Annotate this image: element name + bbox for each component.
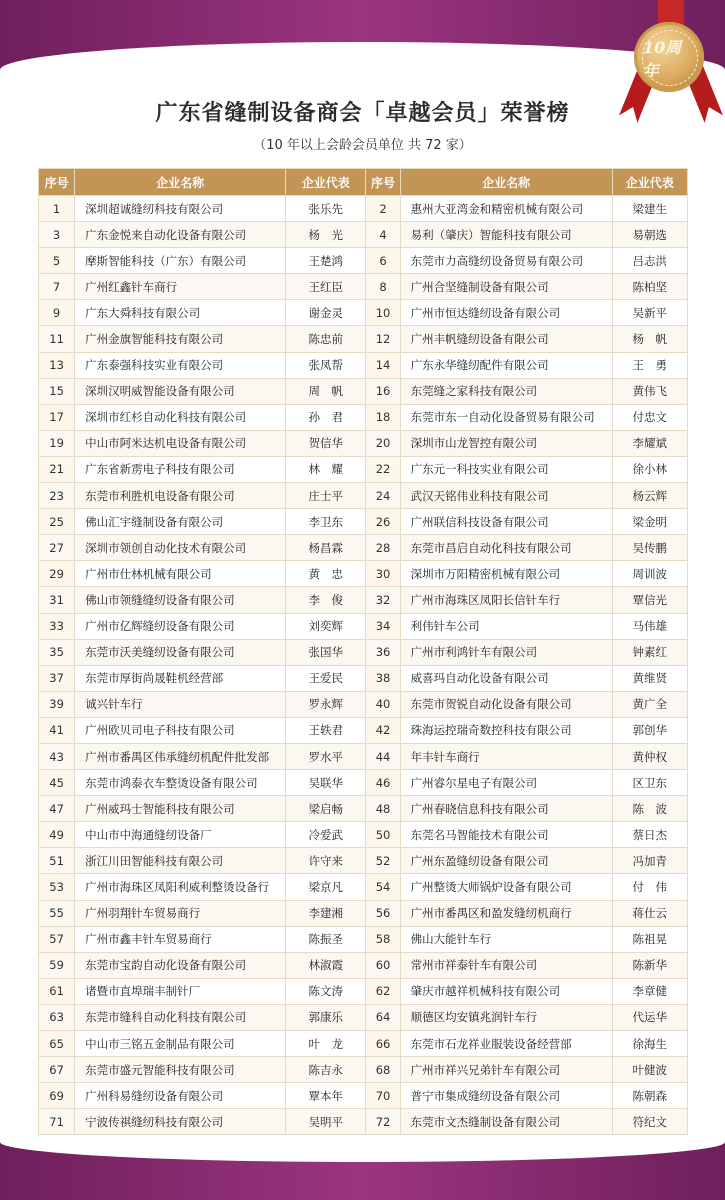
row-number: 63 xyxy=(39,1004,75,1030)
company-name: 中山市中海通缝纫设备厂 xyxy=(75,822,286,848)
representative: 陈新华 xyxy=(612,952,687,978)
representative: 马伟雄 xyxy=(612,613,687,639)
table-row xyxy=(39,952,688,978)
representative: 张乐先 xyxy=(286,196,366,222)
page-title: 广东省缝制设备商会「卓越会员」荣誉榜 xyxy=(155,101,570,126)
row-number: 56 xyxy=(366,900,400,926)
company-name: 常州市祥泰针车有限公司 xyxy=(400,952,612,978)
table-row xyxy=(39,743,688,769)
company-name: 广州欧贝司电子科技有限公司 xyxy=(75,717,286,743)
representative: 黄仲权 xyxy=(612,743,687,769)
row-number: 50 xyxy=(366,822,400,848)
row-number: 10 xyxy=(366,300,400,326)
row-number: 12 xyxy=(366,326,400,352)
representative: 王爱民 xyxy=(286,665,366,691)
representative: 陈朝森 xyxy=(612,1083,687,1109)
table-row xyxy=(39,770,688,796)
header-number-right: 序号 xyxy=(366,169,400,196)
representative: 钟素红 xyxy=(612,639,687,665)
row-number: 53 xyxy=(39,874,75,900)
representative: 周训波 xyxy=(612,561,687,587)
representative: 区卫东 xyxy=(612,770,687,796)
representative: 杨 光 xyxy=(286,222,366,248)
row-number: 27 xyxy=(39,535,75,561)
representative: 吴新平 xyxy=(612,300,687,326)
company-name: 东莞名马智能技术有限公司 xyxy=(400,822,612,848)
row-number: 1 xyxy=(39,196,75,222)
representative: 郭康乐 xyxy=(286,1004,366,1030)
table-row xyxy=(39,561,688,587)
representative: 陈 波 xyxy=(612,796,687,822)
representative: 郭创华 xyxy=(612,717,687,743)
company-name: 广州羽翔针车贸易商行 xyxy=(75,900,286,926)
representative: 杨云辉 xyxy=(612,483,687,509)
company-name: 广州市恒达缝纫设备有限公司 xyxy=(400,300,612,326)
table-row xyxy=(39,456,688,482)
company-name: 年丰针车商行 xyxy=(400,743,612,769)
row-number: 67 xyxy=(39,1057,75,1083)
header-number-left: 序号 xyxy=(39,169,75,196)
company-name: 宁波传祺缝纫科技有限公司 xyxy=(75,1109,286,1135)
company-name: 东莞市昌启自动化科技有限公司 xyxy=(400,535,612,561)
row-number: 5 xyxy=(39,248,75,274)
company-name: 东莞市宝韵自动化设备有限公司 xyxy=(75,952,286,978)
representative: 徐海生 xyxy=(612,1031,687,1057)
representative: 王 勇 xyxy=(612,352,687,378)
row-number: 57 xyxy=(39,926,75,952)
company-name: 广州市海珠区凤阳利威利整烫设备行 xyxy=(75,874,286,900)
company-name: 深圳汉明威智能设备有限公司 xyxy=(75,378,286,404)
row-number: 62 xyxy=(366,978,400,1004)
representative: 张凤帮 xyxy=(286,352,366,378)
row-number: 48 xyxy=(366,796,400,822)
representative: 徐小林 xyxy=(612,456,687,482)
row-number: 13 xyxy=(39,352,75,378)
representative: 黄维贤 xyxy=(612,665,687,691)
row-number: 39 xyxy=(39,691,75,717)
representative: 陈忠前 xyxy=(286,326,366,352)
representative: 梁金明 xyxy=(612,509,687,535)
row-number: 51 xyxy=(39,848,75,874)
company-name: 摩斯智能科技（广东）有限公司 xyxy=(75,248,286,274)
representative: 张国华 xyxy=(286,639,366,665)
representative: 谢金灵 xyxy=(286,300,366,326)
row-number: 26 xyxy=(366,509,400,535)
representative: 陈祖晃 xyxy=(612,926,687,952)
representative: 符纪文 xyxy=(612,1109,687,1135)
company-name: 广州市鑫丰针车贸易商行 xyxy=(75,926,286,952)
company-name: 广州红鑫针车商行 xyxy=(75,274,286,300)
row-number: 68 xyxy=(366,1057,400,1083)
row-number: 8 xyxy=(366,274,400,300)
company-name: 东莞市沃美缝纫设备有限公司 xyxy=(75,639,286,665)
company-name: 广州联信科技设备有限公司 xyxy=(400,509,612,535)
company-name: 惠州大亚湾金和精密机械有限公司 xyxy=(400,196,612,222)
company-name: 佛山大能针车行 xyxy=(400,926,612,952)
header-company-right: 企业名称 xyxy=(400,169,612,196)
representative: 梁启畅 xyxy=(286,796,366,822)
representative: 梁京凡 xyxy=(286,874,366,900)
company-name: 广州睿尔星电子有限公司 xyxy=(400,770,612,796)
table-row xyxy=(39,535,688,561)
table-row xyxy=(39,326,688,352)
company-name: 东莞市石龙祥业服装设备经营部 xyxy=(400,1031,612,1057)
row-number: 20 xyxy=(366,430,400,456)
company-name: 东莞缝之家科技有限公司 xyxy=(400,378,612,404)
table-row xyxy=(39,613,688,639)
row-number: 69 xyxy=(39,1083,75,1109)
row-number: 46 xyxy=(366,770,400,796)
representative: 李章健 xyxy=(612,978,687,1004)
representative: 易朝选 xyxy=(612,222,687,248)
row-number: 49 xyxy=(39,822,75,848)
representative: 王轶君 xyxy=(286,717,366,743)
company-name: 广东永华缝纫配件有限公司 xyxy=(400,352,612,378)
table-row xyxy=(39,978,688,1004)
table-row xyxy=(39,509,688,535)
header-representative-left: 企业代表 xyxy=(286,169,366,196)
table-row xyxy=(39,874,688,900)
company-name: 佛山汇宇缝制设备有限公司 xyxy=(75,509,286,535)
representative: 陈文涛 xyxy=(286,978,366,1004)
table-row xyxy=(39,430,688,456)
row-number: 32 xyxy=(366,587,400,613)
company-name: 深圳市万阳精密机械有限公司 xyxy=(400,561,612,587)
representative: 李卫东 xyxy=(286,509,366,535)
row-number: 4 xyxy=(366,222,400,248)
representative: 王楚鸿 xyxy=(286,248,366,274)
company-name: 利伟针车公司 xyxy=(400,613,612,639)
representative: 吴明平 xyxy=(286,1109,366,1135)
member-table xyxy=(38,168,688,1135)
representative: 蔡日杰 xyxy=(612,822,687,848)
table-row xyxy=(39,483,688,509)
row-number: 18 xyxy=(366,404,400,430)
table-row xyxy=(39,1109,688,1135)
company-name: 广州春晓信息科技有限公司 xyxy=(400,796,612,822)
representative: 黄广全 xyxy=(612,691,687,717)
company-name: 广州威玛士智能科技有限公司 xyxy=(75,796,286,822)
row-number: 19 xyxy=(39,430,75,456)
row-number: 15 xyxy=(39,378,75,404)
company-name: 广州整烫大师锅炉设备有限公司 xyxy=(400,874,612,900)
company-name: 广东泰强科技实业有限公司 xyxy=(75,352,286,378)
representative: 冯加青 xyxy=(612,848,687,874)
company-name: 东莞市盛元智能科技有限公司 xyxy=(75,1057,286,1083)
table-row xyxy=(39,796,688,822)
row-number: 72 xyxy=(366,1109,400,1135)
company-name: 广州市利鸿针车有限公司 xyxy=(400,639,612,665)
company-name: 深圳市山龙智控有限公司 xyxy=(400,430,612,456)
row-number: 30 xyxy=(366,561,400,587)
representative: 梁建生 xyxy=(612,196,687,222)
table-row xyxy=(39,404,688,430)
row-number: 52 xyxy=(366,848,400,874)
company-name: 广州市仕林机械有限公司 xyxy=(75,561,286,587)
company-name: 广州市亿辉缝纫设备有限公司 xyxy=(75,613,286,639)
table-row xyxy=(39,665,688,691)
company-name: 广州合坚缝制设备有限公司 xyxy=(400,274,612,300)
company-name: 东莞市缝科自动化科技有限公司 xyxy=(75,1004,286,1030)
company-name: 东莞市利胜机电设备有限公司 xyxy=(75,483,286,509)
row-number: 3 xyxy=(39,222,75,248)
table-row xyxy=(39,222,688,248)
representative: 贺信华 xyxy=(286,430,366,456)
representative: 陈柏坚 xyxy=(612,274,687,300)
company-name: 广州金旗智能科技有限公司 xyxy=(75,326,286,352)
table-row xyxy=(39,196,688,222)
representative: 林淑霞 xyxy=(286,952,366,978)
row-number: 7 xyxy=(39,274,75,300)
row-number: 36 xyxy=(366,639,400,665)
row-number: 31 xyxy=(39,587,75,613)
row-number: 44 xyxy=(366,743,400,769)
row-number: 35 xyxy=(39,639,75,665)
representative: 代运华 xyxy=(612,1004,687,1030)
row-number: 14 xyxy=(366,352,400,378)
company-name: 普宁市集成缝纫设备有限公司 xyxy=(400,1083,612,1109)
row-number: 70 xyxy=(366,1083,400,1109)
representative: 叶 龙 xyxy=(286,1031,366,1057)
company-name: 东莞市力高缝纫设备贸易有限公司 xyxy=(400,248,612,274)
row-number: 38 xyxy=(366,665,400,691)
table-row xyxy=(39,300,688,326)
table-row xyxy=(39,248,688,274)
representative: 杨 帆 xyxy=(612,326,687,352)
company-name: 深圳市领创自动化技术有限公司 xyxy=(75,535,286,561)
row-number: 37 xyxy=(39,665,75,691)
header-company-left: 企业名称 xyxy=(75,169,286,196)
representative: 罗水平 xyxy=(286,743,366,769)
row-number: 16 xyxy=(366,378,400,404)
representative: 杨昌霖 xyxy=(286,535,366,561)
row-number: 24 xyxy=(366,483,400,509)
company-name: 广东金悦来自动化设备有限公司 xyxy=(75,222,286,248)
representative: 叶健波 xyxy=(612,1057,687,1083)
representative: 李 俊 xyxy=(286,587,366,613)
table-row xyxy=(39,1031,688,1057)
table-row xyxy=(39,900,688,926)
company-name: 广州市番禺区和盈发缝纫机商行 xyxy=(400,900,612,926)
company-name: 肇庆市越祥机械科技有限公司 xyxy=(400,978,612,1004)
company-name: 珠海运控瑞奇数控科技有限公司 xyxy=(400,717,612,743)
table-row xyxy=(39,352,688,378)
representative: 吴联华 xyxy=(286,770,366,796)
representative: 刘奕辉 xyxy=(286,613,366,639)
company-name: 顺德区均安镇兆润针车行 xyxy=(400,1004,612,1030)
company-name: 易利（肇庆）智能科技有限公司 xyxy=(400,222,612,248)
header-representative-right: 企业代表 xyxy=(612,169,687,196)
company-name: 广州丰帆缝纫设备有限公司 xyxy=(400,326,612,352)
representative: 李建湘 xyxy=(286,900,366,926)
row-number: 6 xyxy=(366,248,400,274)
row-number: 34 xyxy=(366,613,400,639)
row-number: 59 xyxy=(39,952,75,978)
company-name: 浙江川田智能科技有限公司 xyxy=(75,848,286,874)
representative: 吕志洪 xyxy=(612,248,687,274)
row-number: 54 xyxy=(366,874,400,900)
representative: 黄伟飞 xyxy=(612,378,687,404)
representative: 罗永辉 xyxy=(286,691,366,717)
medal-text: 10周年 xyxy=(642,30,698,86)
row-number: 33 xyxy=(39,613,75,639)
page-subtitle: （10 年以上会龄会员单位 共 72 家） xyxy=(253,138,472,153)
table-row xyxy=(39,691,688,717)
table-row xyxy=(39,1057,688,1083)
company-name: 广东元一科技实业有限公司 xyxy=(400,456,612,482)
row-number: 9 xyxy=(39,300,75,326)
representative: 吴传鹏 xyxy=(612,535,687,561)
row-number: 23 xyxy=(39,483,75,509)
representative: 覃本年 xyxy=(286,1083,366,1109)
company-name: 广州东盈缝纫设备有限公司 xyxy=(400,848,612,874)
table-row xyxy=(39,848,688,874)
representative: 王红臣 xyxy=(286,274,366,300)
row-number: 21 xyxy=(39,456,75,482)
row-number: 28 xyxy=(366,535,400,561)
company-name: 广州市海珠区凤阳长信针车行 xyxy=(400,587,612,613)
row-number: 64 xyxy=(366,1004,400,1030)
row-number: 43 xyxy=(39,743,75,769)
row-number: 71 xyxy=(39,1109,75,1135)
row-number: 58 xyxy=(366,926,400,952)
representative: 黄 忠 xyxy=(286,561,366,587)
company-name: 广州科易缝纫设备有限公司 xyxy=(75,1083,286,1109)
row-number: 66 xyxy=(366,1031,400,1057)
row-number: 2 xyxy=(366,196,400,222)
company-name: 广东大舜科技有限公司 xyxy=(75,300,286,326)
company-name: 中山市阿米达机电设备有限公司 xyxy=(75,430,286,456)
row-number: 61 xyxy=(39,978,75,1004)
row-number: 41 xyxy=(39,717,75,743)
representative: 李耀斌 xyxy=(612,430,687,456)
row-number: 40 xyxy=(366,691,400,717)
row-number: 22 xyxy=(366,456,400,482)
company-name: 东莞市厚街尚晟鞋机经营部 xyxy=(75,665,286,691)
company-name: 深圳超诚缝纫科技有限公司 xyxy=(75,196,286,222)
row-number: 17 xyxy=(39,404,75,430)
company-name: 广州市番禺区伟承缝纫机配件批发部 xyxy=(75,743,286,769)
table-header-row xyxy=(39,169,688,196)
company-name: 广东省新雳电子科技有限公司 xyxy=(75,456,286,482)
representative: 蒋仕云 xyxy=(612,900,687,926)
row-number: 25 xyxy=(39,509,75,535)
company-name: 威喜玛自动化设备有限公司 xyxy=(400,665,612,691)
company-name: 东莞市鸿泰衣车整烫设备有限公司 xyxy=(75,770,286,796)
company-name: 佛山市领缝缝纫设备有限公司 xyxy=(75,587,286,613)
representative: 孙 君 xyxy=(286,404,366,430)
row-number: 55 xyxy=(39,900,75,926)
representative: 林 耀 xyxy=(286,456,366,482)
row-number: 45 xyxy=(39,770,75,796)
company-name: 东莞市贺锐自动化设备有限公司 xyxy=(400,691,612,717)
representative: 庄士平 xyxy=(286,483,366,509)
table-row xyxy=(39,822,688,848)
company-name: 诚兴针车行 xyxy=(75,691,286,717)
company-name: 诸暨市直埠瑞丰制针厂 xyxy=(75,978,286,1004)
table-row xyxy=(39,274,688,300)
table-row xyxy=(39,587,688,613)
company-name: 广州市祥兴兄弟针车有限公司 xyxy=(400,1057,612,1083)
representative: 周 帆 xyxy=(286,378,366,404)
representative: 陈吉永 xyxy=(286,1057,366,1083)
row-number: 47 xyxy=(39,796,75,822)
company-name: 深圳市红杉自动化科技有限公司 xyxy=(75,404,286,430)
row-number: 60 xyxy=(366,952,400,978)
company-name: 东莞市文杰缝制设备有限公司 xyxy=(400,1109,612,1135)
representative: 覃信光 xyxy=(612,587,687,613)
representative: 付 伟 xyxy=(612,874,687,900)
table-row xyxy=(39,717,688,743)
representative: 冷爱武 xyxy=(286,822,366,848)
table-row xyxy=(39,1083,688,1109)
representative: 陈振圣 xyxy=(286,926,366,952)
row-number: 65 xyxy=(39,1031,75,1057)
row-number: 29 xyxy=(39,561,75,587)
table-row xyxy=(39,639,688,665)
row-number: 11 xyxy=(39,326,75,352)
company-name: 中山市三铭五金制品有限公司 xyxy=(75,1031,286,1057)
row-number: 42 xyxy=(366,717,400,743)
table-row xyxy=(39,926,688,952)
company-name: 武汉天铭伟业科技有限公司 xyxy=(400,483,612,509)
table-row xyxy=(39,378,688,404)
company-name: 东莞市东一自动化设备贸易有限公司 xyxy=(400,404,612,430)
table-row xyxy=(39,1004,688,1030)
representative: 许守来 xyxy=(286,848,366,874)
representative: 付忠文 xyxy=(612,404,687,430)
